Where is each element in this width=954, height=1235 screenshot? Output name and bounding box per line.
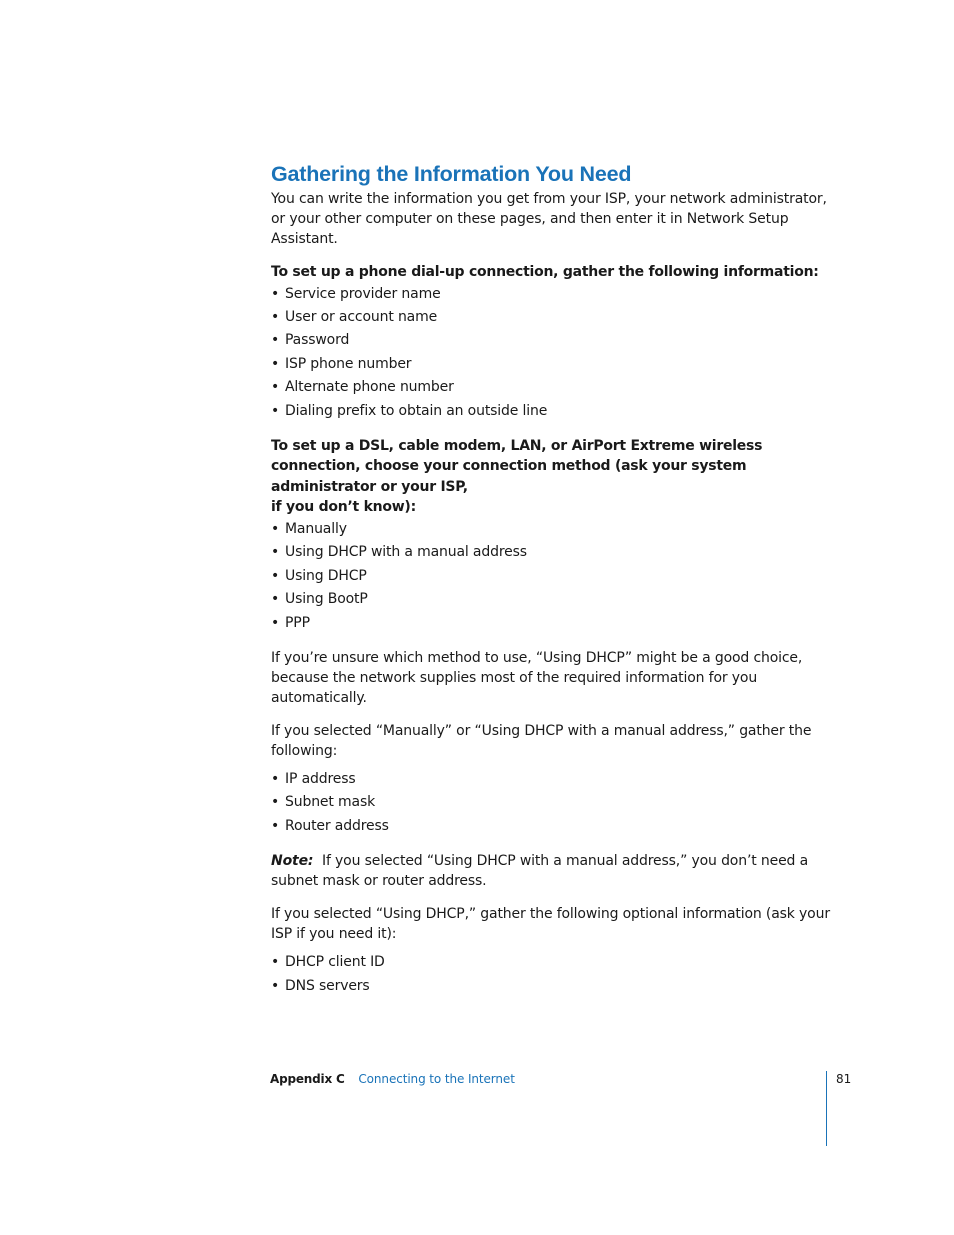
note-paragraph: Note: If you selected “Using DHCP with a manual address,” you don’t need a subnet mask or router address. [271,853,809,890]
bullet: • [271,591,280,608]
page-number: 81 [836,1072,852,1086]
page-content [271,160,831,1011]
note-label: Note: [271,853,314,870]
intro-paragraph: You can write the information you get from your ISP, your network administrator, or your other computer on these pages, and then enter it in Network Setup Assistant. [271,191,827,247]
bullet: • [271,308,280,325]
bullet: • [271,567,280,584]
bullet: • [271,285,280,302]
dialup-list [271,283,831,423]
list-item: • Router address [271,815,831,838]
bullet: • [271,817,280,834]
method-lead: To set up a DSL, cable modem, LAN, or AirPort Extreme wireless connection, choose your connection method (ask your system administrator or your ISP, if you don’t know): [271,437,763,516]
footer-divider [826,1071,827,1146]
list-item: • Using BootP [271,588,831,611]
page-footer [270,1072,850,1092]
dhcp-list [271,951,831,998]
manual-paragraph: If you selected “Manually” or “Using DHCP with a manual address,” gather the following: [271,722,812,759]
footer-chapter-link[interactable]: Connecting to the Internet [358,1072,515,1086]
list-item: • Dialing prefix to obtain an outside line [271,400,831,423]
list-item: • Using DHCP [271,565,831,588]
list-item: • IP address [271,768,831,791]
bullet: • [271,614,280,631]
bullet: • [271,977,280,994]
list-item: • Manually [271,518,831,541]
bullet: • [271,954,280,971]
dhcp-paragraph: If you selected “Using DHCP,” gather the following optional information (ask your ISP if you need it): [271,906,830,943]
list-item: • PPP [271,612,831,635]
list-item: • Subnet mask [271,791,831,814]
list-item: • DNS servers [271,975,831,998]
list-item: • Service provider name [271,283,831,306]
bullet: • [271,332,280,349]
method-list [271,518,831,635]
bullet: • [271,379,280,396]
bullet: • [271,355,280,372]
bullet: • [271,770,280,787]
section-heading: Gathering the Information You Need [271,162,632,186]
footer-appendix: Appendix C [270,1072,345,1086]
dialup-lead: To set up a phone dial-up connection, gather the following information: [271,264,819,280]
list-item: • User or account name [271,306,831,329]
bullet: • [271,794,280,811]
list-item: • Password [271,329,831,352]
manual-list [271,768,831,838]
list-item: • Alternate phone number [271,376,831,399]
unsure-paragraph: If you’re unsure which method to use, “Using DHCP” might be a good choice, because the network supplies most of the required information for you automatically. [271,649,803,706]
bullet: • [271,544,280,561]
bullet: • [271,402,280,419]
bullet: • [271,520,280,537]
list-item: • Using DHCP with a manual address [271,541,831,564]
list-item: • DHCP client ID [271,951,831,974]
list-item: • ISP phone number [271,353,831,376]
